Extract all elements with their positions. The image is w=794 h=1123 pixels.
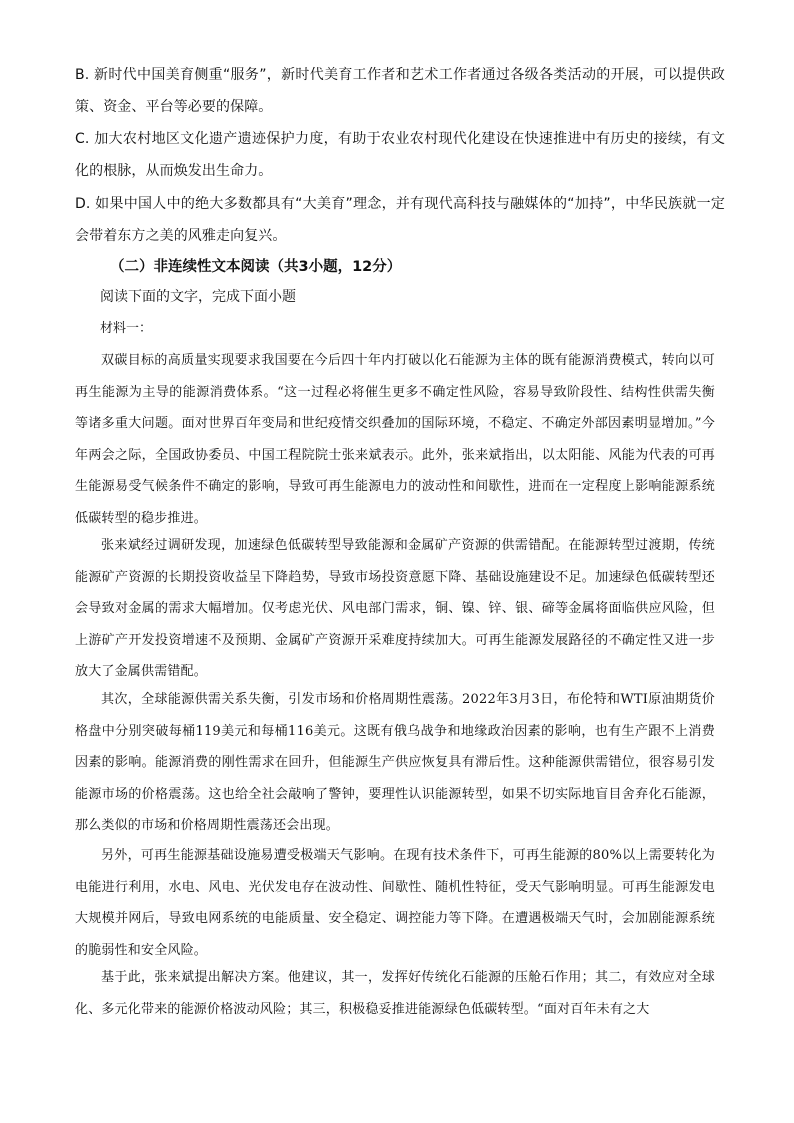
paragraph-2: 张来斌经过调研发现，加速绿色低碳转型导致能源和金属矿产资源的供需错配。在能源转型过渡期，传统能源矿产资源的长期投资收益呈下降趋势，导致市场投资意愿下降、基础设施建设不足。加速绿色低碳转型还会导致对金属的需求大幅增加。仅考虑光伏、风电部门需求，铜、镍、锌、银、碲等金属将面临供应风险，但上游矿产开发投资增速不及预期、金属矿产资源开采难度持续加大。可再生能源发展路径的不确定性又进一步放大了金属供需错配。	[75, 538, 715, 680]
option-c: C. 加大农村地区文化遗产遗迹保护力度，有助于农业农村现代化建设在快速推进中有历史的接续，有文化的根脉，从而焕发出生命力。	[75, 131, 725, 179]
option-b: B. 新时代中国美育侧重“服务”，新时代美育工作者和艺术工作者通过各级各类活动的开展，可以提供政策、资金、平台等必要的保障。	[75, 67, 725, 115]
material-label: 材料一：	[100, 321, 153, 336]
paragraph-1: 双碳目标的高质量实现要求我国要在今后四十年内打破以化石能源为主体的既有能源消费模式，转向以可再生能源为主导的能源消费体系。“这一过程必将催生更多不确定性风险，容易导致阶段性、结构性供需失衡等诸多重大问题。面对世界百年变局和世纪疫情交织叠加的国际环境，不稳定、不确定外部因素明显增加。”今年两会之际，全国政协委员、中国工程院院士张来斌表示。此外，张来斌指出，以太阳能、风能为代表的可再生能源易受气候条件不确定的影响，导致可再生能源电力的波动性和间歇性，进而在一定程度上影响能源系统低碳转型的稳步推进。	[75, 353, 715, 526]
paragraph-5: 基于此，张来斌提出解决方案。他建议，其一，发挥好传统化石能源的压舱石作用；其二，有效应对全球化、多元化带来的能源价格波动风险；其三，积极稳妥推进能源绿色低碳转型。“面对百年未有之大	[75, 970, 715, 1017]
paragraph-3: 其次，全球能源供需关系失衡，引发市场和价格周期性震荡。2022年3月3日，布伦特和WTI原油期货价格盘中分别突破每桶119美元和每桶116美元。这既有俄乌战争和地缘政治因素的影响，也有生产跟不上消费因素的影响。能源消费的刚性需求在回升，但能源生产供应恢复具有滞后性。这种能源供需错位，很容易引发能源市场的价格震荡。这也给全社会敲响了警钟，要理性认识能源转型，如果不切实际地盲目舍弃化石能源，那么类似的市场和价格周期性震荡还会出现。	[75, 692, 715, 834]
section-heading: （二）非连续性文本阅读（共3小题，12分）	[110, 259, 402, 275]
paragraph-4: 另外，可再生能源基础设施易遭受极端天气影响。在现有技术条件下，可再生能源的80%以上需要转化为电能进行利用，水电、风电、光伏发电存在波动性、间歇性、随机性特征，受天气影响明显。可再生能源发电大规模并网后，导致电网系统的电能质量、安全稳定、调控能力等下降。在遭遇极端天气时，会加剧能源系统的脆弱性和安全风险。	[75, 848, 715, 958]
option-d: D. 如果中国人中的绝大多数都具有“大美育”理念，并有现代高科技与融媒体的“加持”，中华民族就一定会带着东方之美的风雅走向复兴。	[75, 196, 725, 244]
reading-instruction: 阅读下面的文字，完成下面小题	[100, 289, 296, 305]
